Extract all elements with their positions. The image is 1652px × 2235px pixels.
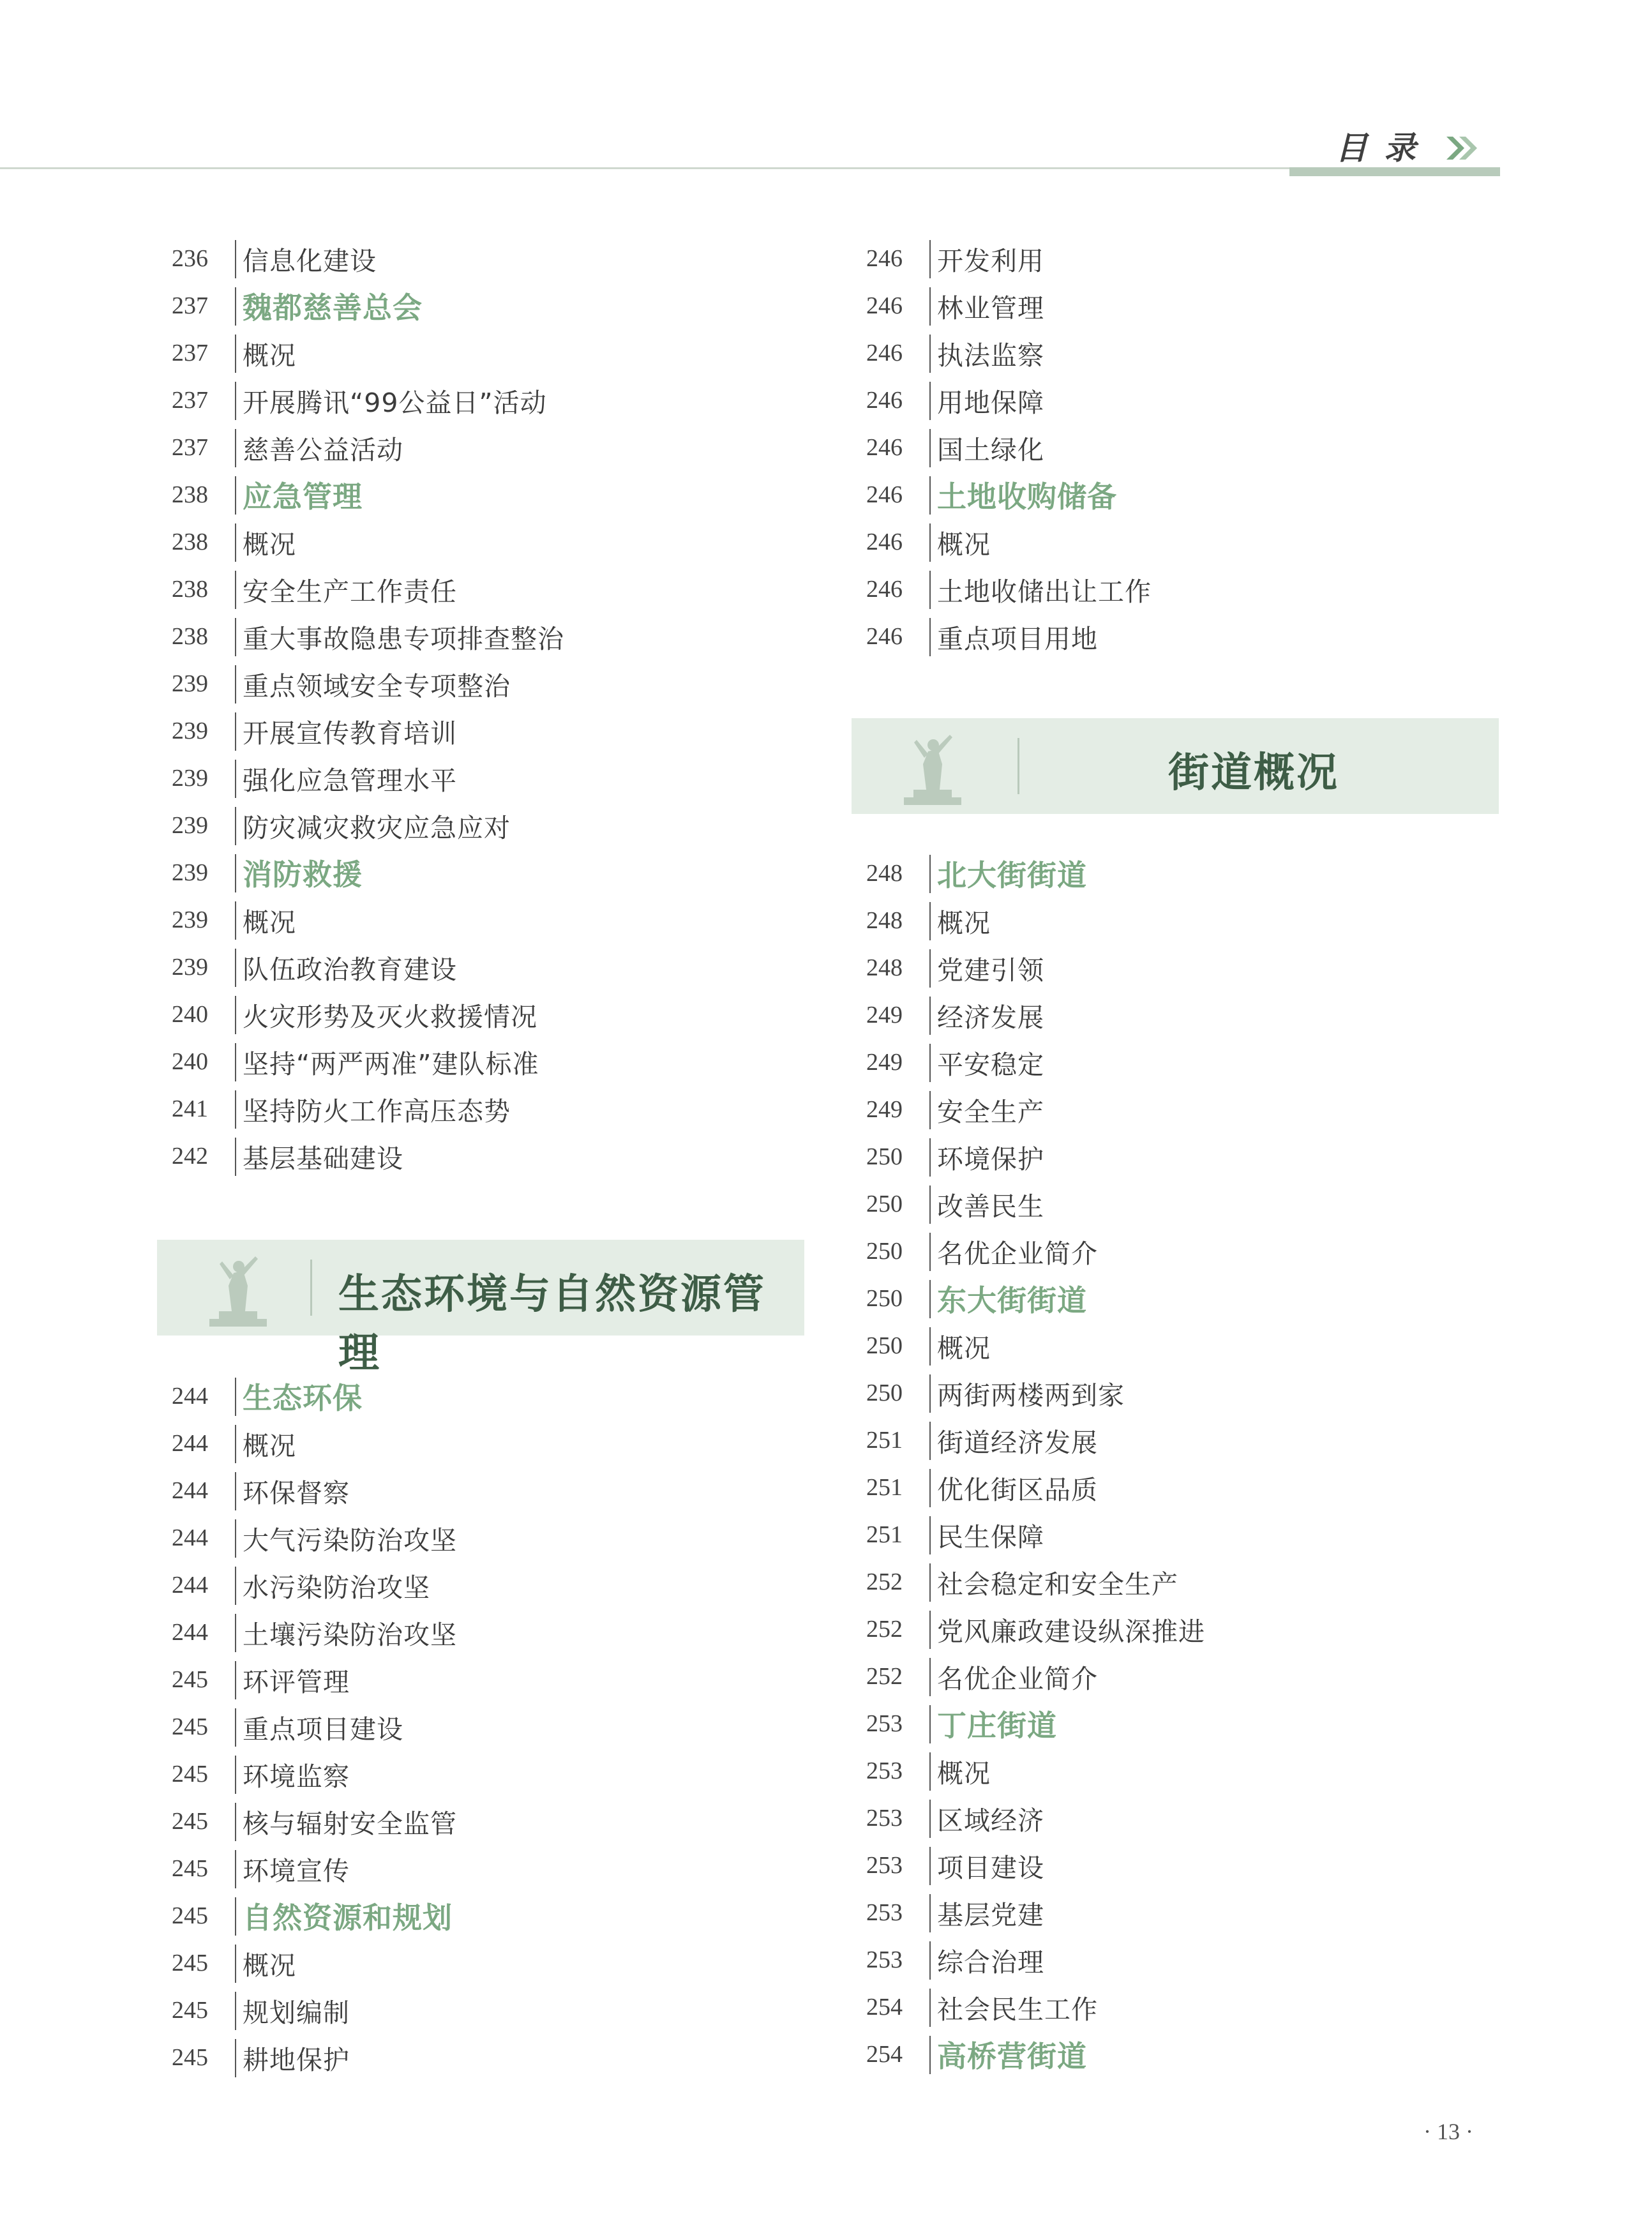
toc-divider [929,1469,931,1507]
toc-entry-label: 开发利用 [937,245,1044,276]
toc-divider [235,1567,236,1605]
toc-entry[interactable] [147,566,823,613]
chapter-title-left: 生态环境与自然资源管理 [338,1270,766,1377]
toc-entry-label: 开展宣传教育培训 [243,718,457,749]
toc-divider [929,1563,931,1602]
toc-entry[interactable] [147,1514,823,1561]
toc-entry-label: 概况 [937,1332,991,1364]
toc-page-number: 239 [172,718,208,744]
toc-entry-label: 强化应急管理水平 [243,765,457,796]
toc-divider [929,1752,931,1791]
toc-entry[interactable] [147,1656,823,1703]
toc-entry-label: 环境宣传 [243,1855,350,1886]
toc-entry-label: 重大事故隐患专项排查整治 [243,623,564,654]
toc-entry-label: 魏都慈善总会 [243,290,423,325]
toc-divider [929,335,931,373]
toc-entry-label: 社会稳定和安全生产 [937,1569,1178,1600]
toc-page-number: 254 [866,1994,903,2021]
toc-entry[interactable] [147,991,823,1038]
toc-entry-label: 经济发展 [937,1002,1044,1033]
toc-page-number: 245 [172,1761,208,1787]
toc-entry[interactable] [147,1703,823,1750]
toc-divider [929,1327,931,1366]
toc-page-number: 246 [866,529,903,555]
toc-page-number: 240 [172,1048,208,1075]
toc-entry-label: 用地保障 [937,387,1044,418]
toc-entry[interactable] [841,1464,1518,1511]
toc-entry-label: 安全生产 [937,1096,1044,1127]
toc-entry[interactable] [841,1936,1518,1983]
toc-entry[interactable] [841,329,1518,377]
toc-entry-label: 重点项目建设 [243,1713,403,1745]
toc-divider [235,618,236,656]
toc-entry[interactable] [841,235,1518,282]
toc-divider [235,429,236,467]
toc-entry[interactable] [841,1039,1518,1086]
toc-page-number: 239 [172,670,208,697]
toc-entry-label: 安全生产工作责任 [243,576,457,607]
toc-divider [235,1661,236,1699]
toc-page-number: 245 [172,1950,208,1976]
toc-entry-label: 消防救援 [243,857,363,892]
toc-page-number: 249 [866,1049,903,1076]
toc-entry-label: 概况 [937,1757,991,1789]
toc-entry[interactable] [147,896,823,944]
toc-entry-label: 环境监察 [243,1761,350,1792]
toc-entry[interactable] [147,1845,823,1892]
toc-page-number: 245 [172,1713,208,1740]
toc-entry[interactable] [841,1653,1518,1700]
toc-page-number: 245 [172,2044,208,2071]
toc-divider [235,335,236,373]
toc-page-number: 251 [866,1521,903,1548]
toc-page-number: 248 [866,954,903,981]
toc-entry[interactable] [841,897,1518,944]
header-rule [0,167,1500,169]
toc-divider [235,1378,236,1416]
toc-page-number: 237 [172,387,208,414]
toc-entry-label: 东大街街道 [937,1283,1087,1318]
toc-page-number: 250 [866,1191,903,1217]
toc-entry-label: 丁庄街道 [937,1708,1057,1743]
toc-section-entry[interactable] [841,2031,1518,2078]
toc-entry[interactable] [147,1467,823,1514]
chapter-band-left [157,1240,804,1377]
toc-page-number: 245 [172,1808,208,1835]
toc-divider [235,1756,236,1794]
toc-entry[interactable] [841,282,1518,329]
toc-page-number: 254 [866,2041,903,2068]
toc-divider [929,855,931,893]
toc-entry[interactable] [147,1750,823,1798]
toc-entry-label: 平安稳定 [937,1049,1044,1080]
toc-entry-label: 概况 [243,1430,296,1461]
toc-entry-label: 概况 [937,529,991,560]
toc-entry-label: 概况 [243,529,296,560]
toc-entry-label: 重点领域安全专项整治 [243,670,511,702]
toc-divider [929,1374,931,1413]
toc-entry-label: 开展腾讯“99公益日”活动 [243,387,547,418]
toc-entry[interactable] [841,1417,1518,1464]
toc-entry[interactable] [147,1561,823,1609]
toc-entry[interactable] [841,377,1518,424]
toc-entry-label: 优化街区品质 [937,1474,1098,1505]
toc-entry[interactable] [841,518,1518,566]
toc-list-right-top [841,235,1518,660]
toc-entry[interactable] [147,1038,823,1085]
toc-entry[interactable] [147,660,823,707]
toc-entry[interactable] [841,1983,1518,2031]
toc-page-number: 252 [866,1663,903,1690]
toc-entry-label: 重点项目用地 [937,623,1098,654]
toc-divider [929,1941,931,1980]
toc-divider [929,476,931,515]
toc-divider [235,1425,236,1463]
toc-entry[interactable] [147,1609,823,1656]
toc-page-number: 246 [866,623,903,650]
toc-entry-label: 环评管理 [243,1666,350,1697]
toc-entry-label: 信息化建设 [243,245,377,276]
toc-divider [929,1658,931,1696]
toc-section-entry[interactable] [841,1275,1518,1322]
toc-page-number: 246 [866,340,903,366]
toc-divider [235,240,236,278]
toc-divider [235,1992,236,2030]
toc-entry[interactable] [147,377,823,424]
toc-entry-label: 基层基础建设 [243,1143,403,1174]
toc-page-number: 239 [172,907,208,933]
toc-divider [235,2039,236,2077]
toc-section-entry[interactable] [147,1892,823,1939]
toc-entry-label: 党风廉政建设纵深推进 [937,1616,1205,1647]
band-divider [310,1260,312,1316]
toc-page-number: 237 [172,292,208,319]
toc-entry[interactable] [841,1180,1518,1228]
toc-divider [235,901,236,940]
toc-entry[interactable] [147,518,823,566]
toc-entry-label: 防灾减灾救灾应急应对 [243,812,511,843]
toc-entry-label: 火灾形势及灭火救援情况 [243,1001,537,1032]
toc-entry-label: 概况 [243,340,296,371]
toc-entry-label: 队伍政治教育建设 [243,954,457,985]
toc-page-number: 253 [866,1710,903,1737]
toc-page-number: 237 [172,340,208,366]
toc-divider [235,760,236,798]
toc-page-number: 244 [172,1383,208,1410]
toc-page-number: 241 [172,1095,208,1122]
toc-page-number: 245 [172,1997,208,2024]
toc-page-number: 250 [866,1143,903,1170]
toc-entry[interactable] [841,1747,1518,1795]
toc-entry-label: 规划编制 [243,1997,350,2028]
toc-divider [929,523,931,562]
toc-divider [235,1519,236,1558]
toc-divider [929,382,931,420]
toc-entry-label: 耕地保护 [243,2044,350,2075]
page-number: · 13 · [1423,2119,1473,2144]
toc-entry-label: 坚持防火工作高压态势 [243,1095,511,1127]
toc-entry-label: 项目建设 [937,1852,1044,1883]
toc-entry-label: 土壤污染防治攻坚 [243,1619,457,1650]
toc-page-number: 253 [866,1757,903,1784]
toc-page-number: 239 [172,765,208,792]
toc-page-number: 242 [172,1143,208,1170]
toc-divider [235,287,236,326]
toc-entry-label: 综合治理 [937,1946,1044,1978]
toc-entry-label: 应急管理 [243,479,363,514]
toc-page-number: 238 [172,481,208,508]
toc-entry[interactable] [841,1322,1518,1369]
toc-entry-label: 两街两楼两到家 [937,1380,1125,1411]
toc-entry[interactable] [147,424,823,471]
toc-entry-label: 北大街街道 [937,858,1087,892]
toc-page-number: 236 [172,245,208,272]
toc-divider [929,1280,931,1318]
toc-page-number: 238 [172,576,208,603]
toc-entry[interactable] [147,613,823,660]
toc-entry[interactable] [841,1086,1518,1133]
toc-divider [235,1850,236,1888]
statue-icon [891,726,974,808]
toc-list-left-bottom [147,1373,823,2081]
statue-icon [197,1247,280,1329]
toc-page-number: 238 [172,529,208,555]
toc-divider [929,571,931,609]
toc-divider [235,1090,236,1129]
toc-page-number: 246 [866,245,903,272]
toc-page-number: 251 [866,1427,903,1454]
toc-divider [235,1472,236,1510]
toc-entry[interactable] [841,944,1518,991]
toc-entry[interactable] [841,1228,1518,1275]
toc-entry[interactable] [147,2034,823,2081]
toc-entry-label: 改善民生 [937,1191,1044,1222]
toc-page-number: 238 [172,623,208,650]
toc-page-number: 249 [866,1096,903,1123]
toc-page-number: 246 [866,292,903,319]
toc-page-number: 244 [172,1524,208,1551]
toc-entry-label: 区域经济 [937,1805,1044,1836]
toc-divider [235,523,236,562]
toc-entry[interactable] [841,424,1518,471]
toc-divider [929,240,931,278]
toc-entry-label: 基层党建 [937,1899,1044,1930]
toc-page-number: 244 [172,1619,208,1646]
toc-page-number: 250 [866,1238,903,1265]
toc-section-entry[interactable] [841,850,1518,897]
toc-page-number: 253 [866,1946,903,1973]
header-tab-bar [1289,167,1500,176]
toc-entry[interactable] [147,755,823,802]
toc-entry-label: 街道经济发展 [937,1427,1098,1458]
toc-page-number: 239 [172,812,208,839]
double-chevron-icon [1444,134,1482,162]
toc-page-number: 244 [172,1430,208,1457]
toc-page-number: 253 [866,1805,903,1832]
toc-divider [929,1422,931,1460]
band-divider [1017,738,1019,794]
toc-entry[interactable] [841,1606,1518,1653]
toc-page-number: 250 [866,1380,903,1406]
toc-divider [929,429,931,467]
toc-section-entry[interactable] [841,471,1518,518]
toc-entry-label: 社会民生工作 [937,1994,1098,2025]
toc-entry[interactable] [841,566,1518,613]
toc-divider [929,1185,931,1224]
toc-entry-label: 慈善公益活动 [243,434,403,465]
toc-entry-label: 概况 [243,907,296,938]
toc-entry[interactable] [841,1889,1518,1936]
toc-entry-label: 名优企业简介 [937,1663,1098,1694]
toc-divider [235,712,236,751]
toc-entry[interactable] [841,1558,1518,1606]
toc-entry[interactable] [147,1987,823,2034]
toc-page-number: 248 [866,860,903,887]
toc-page-number: 246 [866,387,903,414]
toc-entry-label: 国土绿化 [937,434,1044,465]
toc-divider [929,2036,931,2074]
toc-entry[interactable] [147,1133,823,1180]
toc-page-number: 239 [172,859,208,886]
toc-entry[interactable] [841,991,1518,1039]
toc-entry[interactable] [147,329,823,377]
toc-entry[interactable] [147,235,823,282]
toc-page-number: 244 [172,1572,208,1599]
toc-page-number: 248 [866,907,903,934]
toc-page-number: 252 [866,1569,903,1595]
toc-page-number: 252 [866,1616,903,1643]
toc-divider [235,1897,236,1936]
toc-entry[interactable] [841,1511,1518,1558]
toc-page-number: 237 [172,434,208,461]
toc-divider [929,1705,931,1743]
toc-divider [929,1800,931,1838]
toc-entry[interactable] [147,1939,823,1987]
toc-page-number: 245 [172,1666,208,1693]
toc-entry-label: 环境保护 [937,1143,1044,1175]
toc-divider [235,949,236,987]
toc-entry[interactable] [841,1369,1518,1417]
toc-divider [235,476,236,515]
toc-list-left-top [147,235,823,1180]
toc-page-number: 246 [866,434,903,461]
toc-entry[interactable] [147,1798,823,1845]
toc-divider [235,1043,236,1081]
toc-divider [929,1847,931,1885]
toc-divider [235,1708,236,1747]
toc-entry[interactable] [147,944,823,991]
toc-divider [235,1614,236,1652]
toc-entry-label: 土地收购储备 [937,479,1117,514]
toc-page-number: 240 [172,1001,208,1028]
toc-divider [235,996,236,1034]
toc-divider [929,1611,931,1649]
toc-section-entry[interactable] [147,1373,823,1420]
toc-entry-label: 自然资源和规划 [243,1900,453,1935]
toc-divider [929,949,931,988]
toc-divider [235,1803,236,1841]
toc-page-number: 246 [866,481,903,508]
toc-section-entry[interactable] [841,1700,1518,1747]
toc-entry-label: 概况 [937,907,991,938]
toc-page-number: 250 [866,1332,903,1359]
toc-entry-label: 坚持“两严两准”建队标准 [243,1048,539,1080]
toc-divider [235,665,236,704]
toc-divider [929,902,931,940]
toc-entry-label: 名优企业简介 [937,1238,1098,1269]
running-header-title: 目录 [1335,130,1432,167]
toc-entry[interactable] [841,613,1518,660]
toc-entry-label: 环保督察 [243,1477,350,1509]
toc-page-number: 246 [866,576,903,603]
toc-page-number: 245 [172,1855,208,1882]
toc-divider [929,1138,931,1177]
toc-entry[interactable] [147,707,823,755]
toc-divider [235,571,236,609]
toc-divider [929,618,931,656]
toc-section-entry[interactable] [147,849,823,896]
toc-entry[interactable] [841,1842,1518,1889]
toc-entry-label: 水污染防治攻坚 [243,1572,430,1603]
toc-page-number: 253 [866,1899,903,1926]
toc-entry-label: 核与辐射安全监管 [243,1808,457,1839]
toc-divider [929,1091,931,1129]
toc-entry[interactable] [147,802,823,849]
toc-entry-label: 执法监察 [937,340,1044,371]
chapter-title-right: 街道概况 [1168,749,1339,797]
toc-page-number: 245 [172,1902,208,1929]
toc-divider [929,287,931,326]
toc-page-number: 244 [172,1477,208,1504]
toc-divider [235,854,236,892]
toc-divider [929,1894,931,1932]
toc-page-number: 250 [866,1285,903,1312]
toc-divider [929,1044,931,1082]
toc-divider [929,1233,931,1271]
toc-entry[interactable] [841,1795,1518,1842]
toc-page-number: 253 [866,1852,903,1879]
toc-page-number: 251 [866,1474,903,1501]
toc-list-right-bottom [841,850,1518,2078]
toc-page-number: 239 [172,954,208,981]
chapter-band-right [852,718,1499,814]
toc-divider [235,807,236,845]
toc-divider [235,1138,236,1176]
toc-entry[interactable] [147,1420,823,1467]
toc-entry-label: 概况 [243,1950,296,1981]
toc-divider [929,997,931,1035]
toc-section-entry[interactable] [147,282,823,329]
toc-entry-label: 土地收储出让工作 [937,576,1152,607]
toc-entry-label: 高桥营街道 [937,2039,1087,2073]
toc-entry-label: 民生保障 [937,1521,1044,1553]
toc-entry-label: 林业管理 [937,292,1044,324]
toc-entry-label: 生态环保 [243,1381,363,1415]
toc-divider [929,1989,931,2027]
toc-entry[interactable] [147,1085,823,1133]
toc-section-entry[interactable] [147,471,823,518]
toc-entry-label: 大气污染防治攻坚 [243,1524,457,1556]
toc-entry-label: 党建引领 [937,954,1044,986]
toc-divider [235,1945,236,1983]
toc-page-number: 249 [866,1002,903,1028]
toc-divider [929,1516,931,1554]
toc-divider [235,382,236,420]
toc-entry[interactable] [841,1133,1518,1180]
